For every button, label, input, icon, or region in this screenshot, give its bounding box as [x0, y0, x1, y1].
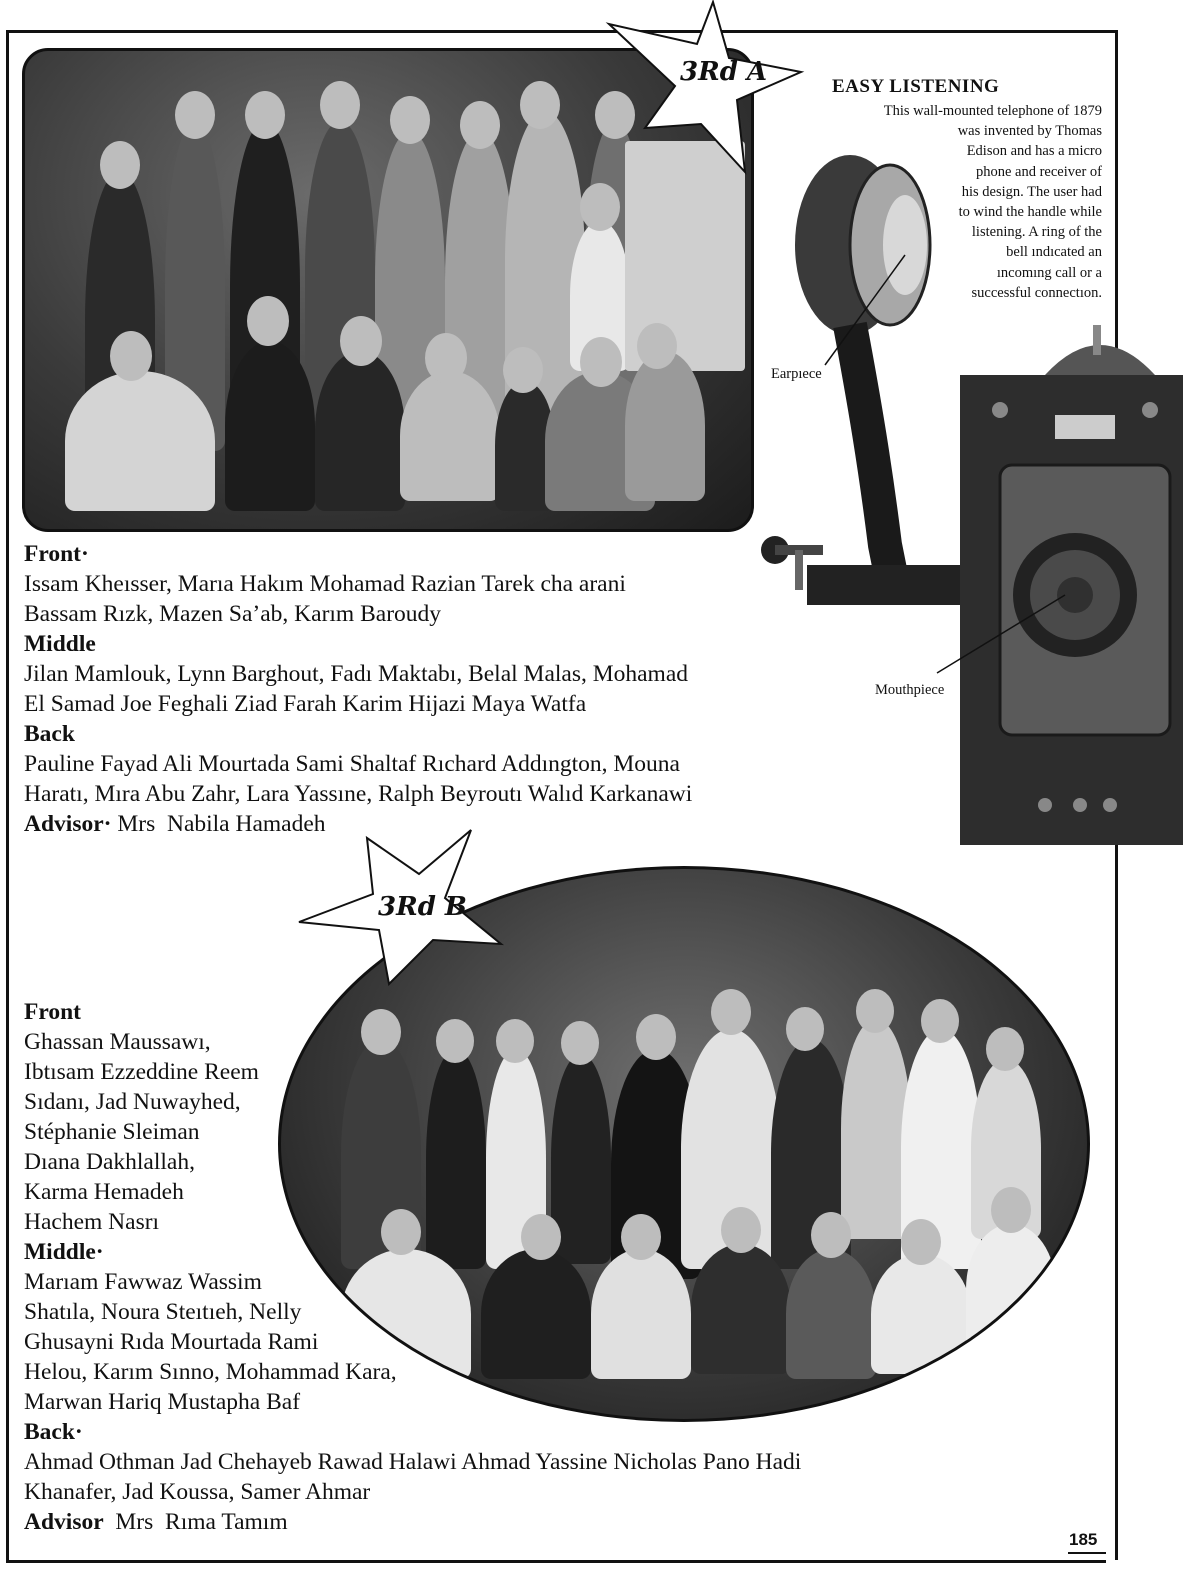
- caption-b-front-line: Hachem Nasrı: [24, 1209, 160, 1235]
- caption-b-advisor-name: Mrs Rıma Tamım: [103, 1509, 288, 1535]
- caption-b-back-line: Ahmad Othman Jad Chehayeb Rawad Halawi Ahmad Yassine Nicholas Pano Hadi: [24, 1449, 802, 1475]
- sidebar-description-line: phone and receiver of: [975, 163, 1102, 180]
- caption-b-front-line: Karma Hemadeh: [24, 1179, 184, 1205]
- caption-a-front-line: Bassam Rızk, Mazen Sa’ab, Karım Baroudy: [24, 601, 442, 627]
- sidebar-description-line: This wall-mounted telephone of 1879: [883, 103, 1102, 119]
- earpiece-label: Earpıece: [771, 366, 822, 382]
- sidebar-description-line: listening. A ring of the: [971, 224, 1102, 241]
- caption-a-middle-line: El Samad Joe Feghali Ziad Farah Karim Hijazi Maya Watfa: [24, 691, 587, 717]
- sidebar-description-line: to wind the handle while: [958, 204, 1102, 221]
- caption-b-back-heading: Back·: [24, 1419, 83, 1445]
- caption-b-front-line: Ibtısam Ezzeddine Reem: [24, 1059, 259, 1085]
- caption-b-middle-line: Shatıla, Noura Steıtıeh, Nelly: [24, 1299, 302, 1325]
- frame-top-line: [6, 30, 1118, 33]
- caption-b-advisor: [24, 1507, 801, 1537]
- caption-b-back-line: Khanafer, Jad Koussa, Samer Ahmar: [24, 1479, 371, 1505]
- caption-3rd-b: [24, 997, 801, 1537]
- caption-b-advisor-heading: Advisor: [24, 1509, 104, 1535]
- caption-a-middle-heading: Middle: [24, 631, 96, 657]
- sidebar-description-line: ıncomıng call or a: [996, 264, 1102, 281]
- sidebar-description-line: his design. The user had: [961, 183, 1102, 200]
- sidebar-description-line: Edison and has a micro: [966, 143, 1102, 160]
- caption-a-front-line: Issam Kheısser, Marıa Hakım Mohamad Razian Tarek cha arani: [24, 571, 626, 597]
- page-number-rule: [1068, 1552, 1106, 1554]
- star-label-3rd-a: 3Rd A: [680, 57, 768, 87]
- caption-a-middle-line: Jilan Mamlouk, Lynn Barghout, Fadı Maktabı, Belal Malas, Mohamad: [24, 661, 689, 687]
- caption-a-back-line: Pauline Fayad Ali Mourtada Sami Shaltaf Rıchard Addıngton, Mouna: [24, 751, 680, 777]
- caption-b-middle-line: Marwan Hariq Mustapha Baf: [24, 1389, 301, 1415]
- caption-b-middle-line: Helou, Karım Sınno, Mohammad Kara,: [24, 1359, 397, 1385]
- caption-b-front-heading: Front: [24, 999, 82, 1025]
- star-label-3rd-b: 3Rd B: [378, 892, 467, 922]
- sidebar-title: EASY LISTENING: [832, 76, 1000, 97]
- caption-b-front-line: Ghassan Maussawı,: [24, 1029, 211, 1055]
- mouthpiece-label: Mouthpiece: [875, 682, 945, 698]
- caption-b-middle-heading: Middle·: [24, 1239, 104, 1265]
- caption-a-back-heading: Back: [24, 721, 75, 747]
- caption-a-advisor-heading: Advisor·: [24, 811, 112, 837]
- page-number: 185: [1069, 1530, 1098, 1549]
- caption-a-front-heading: Front·: [24, 541, 89, 567]
- caption-a-advisor-name: Mrs Nabila Hamadeh: [111, 811, 326, 837]
- caption-b-front-line: Stéphanie Sleiman: [24, 1119, 200, 1145]
- frame-bottom-line: [6, 1560, 1106, 1563]
- frame-left-line: [6, 30, 9, 1563]
- sidebar-description-line: was invented by Thomas: [957, 123, 1102, 140]
- sidebar-description-line: successful connectıon.: [971, 284, 1102, 301]
- caption-b-front-line: Dıana Dakhlallah,: [24, 1149, 195, 1175]
- telephone-illustration: [755, 125, 1183, 850]
- caption-b-middle-line: Ghusayni Rıda Mourtada Rami: [24, 1329, 319, 1355]
- caption-b-middle-line: Marıam Fawwaz Wassim: [24, 1269, 262, 1295]
- sidebar-description-line: bell ındıcated an: [1006, 244, 1102, 261]
- caption-b-front-line: Sıdanı, Jad Nuwayhed,: [24, 1089, 241, 1115]
- caption-a-back-line: Haratı, Mıra Abu Zahr, Lara Yassıne, Ralph Beyroutı Walıd Karkanawi: [24, 781, 693, 807]
- caption-3rd-a: [24, 539, 692, 839]
